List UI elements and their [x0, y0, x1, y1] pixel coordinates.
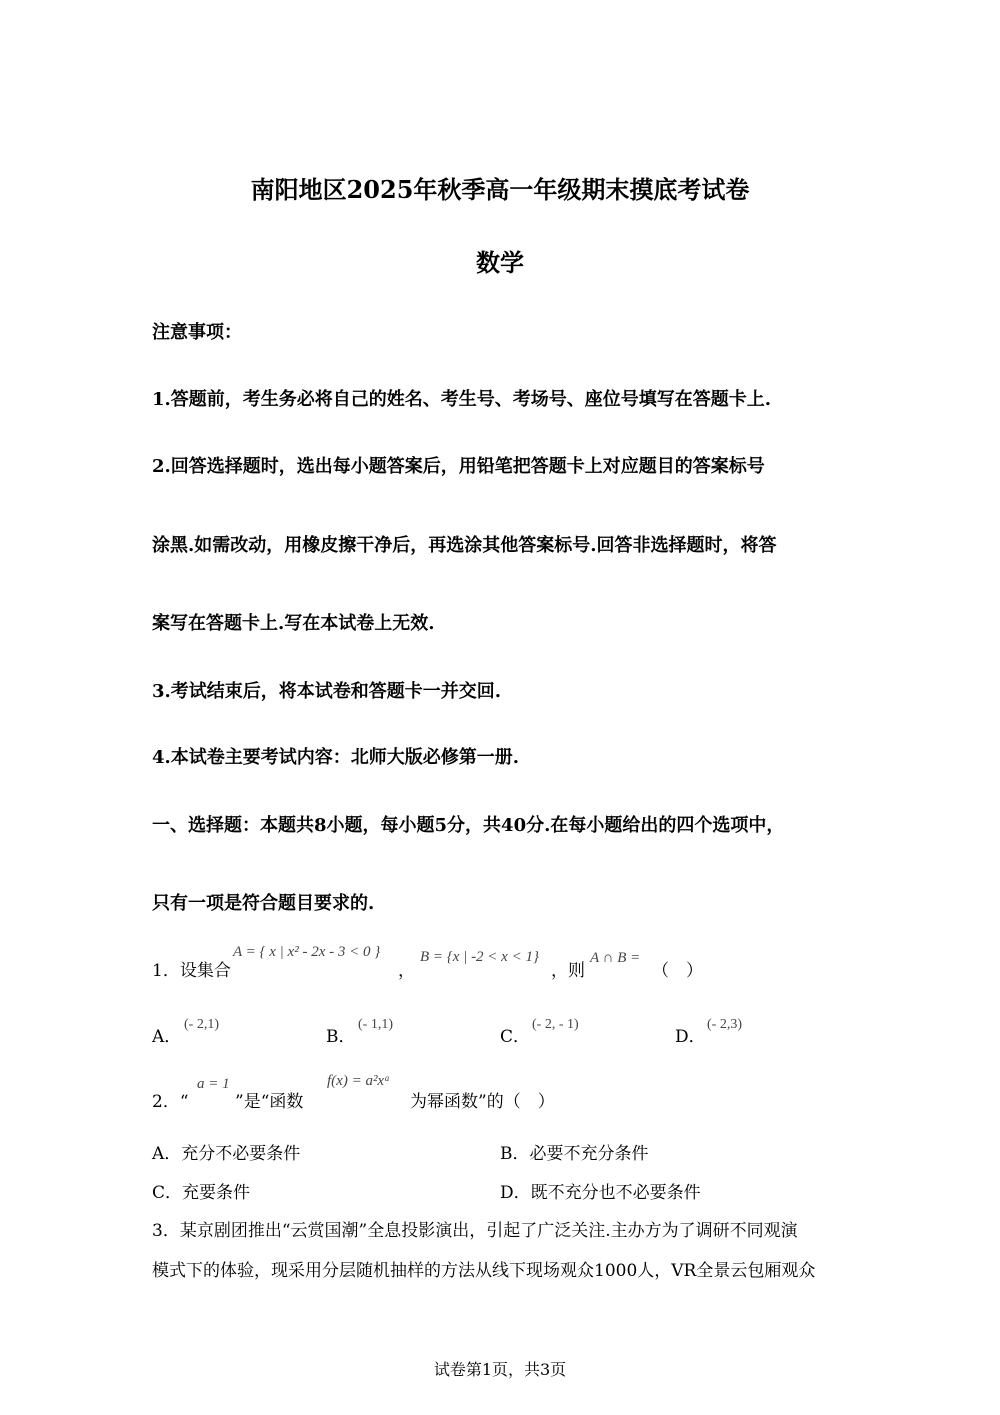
q1-option-c-value: (- 2, - 1)	[532, 1017, 579, 1032]
q1-expression: A ∩ B =	[590, 950, 641, 966]
page-footer: 试卷第1页，共3页	[433, 1360, 567, 1379]
q1-answer-paren: （ ）	[652, 961, 703, 981]
q3-line-1: 3．某京剧团推出“云赏国潮”全息投影演出，引起了广泛关注.主办方为了调研不同观演	[152, 1221, 798, 1241]
note-item-2-line-3: 案写在答题卡上.写在本试卷上无效.	[152, 613, 435, 634]
notes-heading: 注意事项：	[152, 322, 242, 343]
q1-option-d-value: (- 2,3)	[707, 1017, 742, 1032]
subject-title: 数学	[476, 248, 524, 277]
note-item-3: 3.考试结束后，将本试卷和答题卡一并交回.	[152, 681, 502, 702]
q2-option-c: C．充要条件	[152, 1183, 251, 1203]
q1-prefix: 1．设集合	[152, 961, 231, 981]
q2-prefix: 2．“	[152, 1092, 189, 1112]
q2-option-d: D．既不充分也不必要条件	[500, 1183, 701, 1203]
q1-option-d-label: D．	[675, 1027, 706, 1047]
section-1-heading-line-1: 一、选择题：本题共8小题，每小题5分，共40分.在每小题给出的四个选项中，	[152, 815, 785, 836]
section-1-heading-line-2: 只有一项是符合题目要求的.	[152, 893, 375, 914]
q2-suffix: 为幂函数”的（ ）	[410, 1092, 555, 1112]
q1-mid-text: ，则	[551, 961, 585, 981]
q2-function: f(x) = a²xᵃ	[327, 1073, 391, 1089]
note-item-2-line-2: 涂黑.如需改动，用橡皮擦干净后，再选涂其他答案标号.回答非选择题时，将答	[152, 535, 777, 556]
q3-line-2: 模式下的体验，现采用分层随机抽样的方法从线下现场观众1000人，VR全景云包厢观众	[152, 1261, 816, 1281]
q1-set-b: B = {x | -2 < x < 1}	[420, 949, 539, 965]
q1-option-a-label: A．	[152, 1027, 182, 1047]
q1-option-b-value: (- 1,1)	[358, 1017, 393, 1032]
q2-option-b: B．必要不充分条件	[500, 1144, 649, 1164]
exam-title: 南阳地区2025年秋季高一年级期末摸底考试卷	[250, 175, 750, 204]
q1-option-a-value: (- 2,1)	[184, 1017, 219, 1032]
q1-set-a: A = { x | x² - 2x - 3 < 0 }	[233, 944, 381, 960]
q2-option-a: A．充分不必要条件	[152, 1144, 301, 1164]
note-item-4: 4.本试卷主要考试内容：北师大版必修第一册.	[152, 747, 520, 768]
q1-separator: ，	[398, 961, 415, 981]
note-item-1: 1.答题前，考生务必将自己的姓名、考生号、考场号、座位号填写在答题卡上.	[152, 389, 772, 410]
q1-option-b-label: B．	[326, 1027, 356, 1047]
note-item-2-line-1: 2.回答选择题时，选出每小题答案后，用铅笔把答题卡上对应题目的答案标号	[152, 456, 765, 477]
q2-mid-text: ”是“函数	[235, 1092, 304, 1112]
q2-condition: a = 1	[197, 1076, 230, 1092]
q1-option-c-label: C．	[500, 1027, 531, 1047]
